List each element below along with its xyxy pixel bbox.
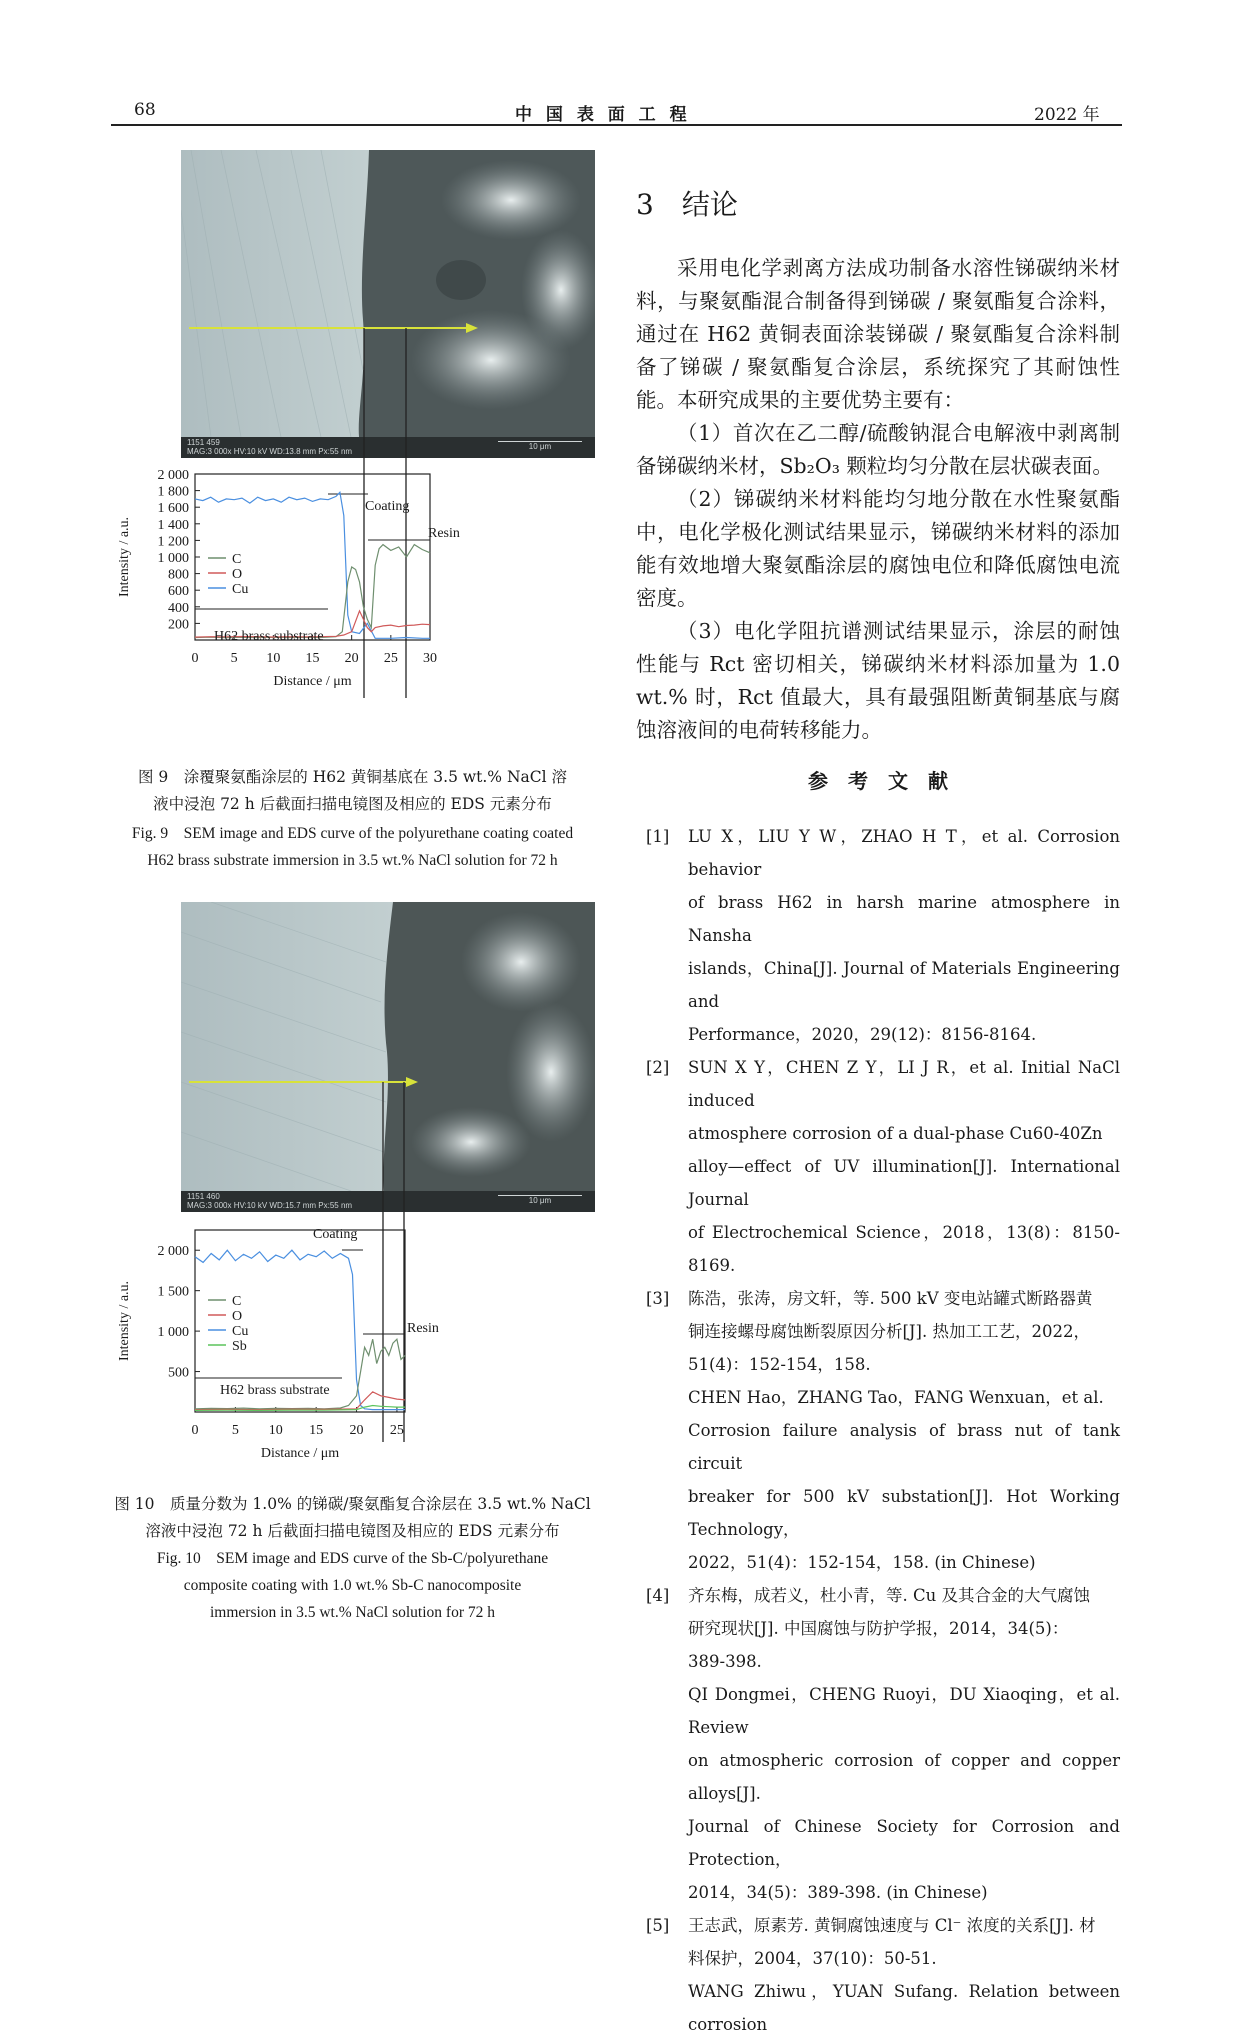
resin-label: Resin	[428, 526, 460, 541]
sem-label-id: 1151 460	[187, 1192, 220, 1201]
page-number: 68	[134, 100, 156, 120]
y-tick-label: 2 000	[157, 468, 189, 483]
y-tick-label: 1 600	[157, 501, 189, 517]
y-axis-label: Intensity / a.u.	[117, 516, 132, 598]
conclusion-paragraph: （3）电化学阻抗谱测试结果显示，涂层的耐蚀性能与 Rct 密切相关，锑碳纳米材料添加量为 1.0 wt.% 时，Rct 值最大，具有最强阻断黄铜基底与腐蚀溶液间的电荷转移能力。	[636, 619, 1120, 742]
legend-label-cu: Cu	[232, 582, 249, 597]
conclusion-paragraph: 采用电化学剥离方法成功制备水溶性锑碳纳米材料，与聚氨酯混合制备得到锑碳 / 聚氨酯复合涂料，通过在 H62 黄铜表面涂装锑碳 / 聚氨酯复合涂料制备了锑碳 / 聚氨酯复合涂层，系统探究了其耐蚀性能。本研究成果的主要优势主要有：	[636, 256, 1120, 412]
y-axis-label: Intensity / a.u.	[117, 1280, 132, 1362]
conclusion-paragraph: （1）首次在乙二醇/硫酸钠混合电解液中剥离制备锑碳纳米材，Sb₂O₃ 颗粒均匀分散在层状碳表面。	[636, 421, 1120, 478]
legend-label-c: C	[232, 552, 242, 567]
y-tick-label: 1 000	[157, 1325, 189, 1341]
series-line-c	[195, 545, 430, 638]
legend-label-cu: Cu	[232, 1324, 249, 1339]
figure10-caption-cn: 图 10 质量分数为 1.0% 的锑碳/聚氨酯复合涂层在 3.5 wt.% NaCl 溶液中浸泡 72 h 后截面扫描电镜图及相应的 EDS 元素分布	[114, 1495, 591, 1540]
substrate-label: H62 brass substrate	[214, 629, 324, 644]
y-tick-label: 2 000	[157, 1244, 189, 1260]
y-tick-label: 1 800	[157, 484, 189, 500]
x-axis-label: Distance / μm	[273, 674, 352, 689]
x-tick-label: 20	[344, 651, 359, 666]
x-tick-label: 10	[268, 1423, 283, 1438]
reference-item: [3] 陈浩，张涛，房文轩，等. 500 kV 变电站罐式断路器黄 铜连接螺母腐蚀断裂原因分析[J]. 热加工工艺，2022， 51(4)：152-154，158. CHEN Hao，ZHANG Tao，FANG Wenxuan，et al. Corrosion failure analysis of brass nut of tank circuit breaker for 500 kV substation[J]. Hot Working Technology， 2022，51(4)：152-154，158. (in Chinese)	[646, 1289, 1120, 1572]
substrate-label: H62 brass substrate	[220, 1383, 330, 1398]
section-heading: 3 结论	[636, 188, 738, 221]
sem-scale-bar: 10 μm	[498, 441, 582, 451]
figure9-eds-chart	[110, 460, 500, 735]
sem-label-params: MAG:3 000x HV:10 kV WD:15.7 mm Px:55 nm	[187, 1201, 353, 1210]
x-tick-label: 0	[191, 651, 199, 666]
legend-label-o: O	[232, 1309, 243, 1324]
reference-item: [1] LU X，LIU Y W，ZHAO H T，et al. Corrosion behavior of brass H62 in harsh marine atmosphere in Nansha islands，China[J]. Journal of Materials Engineering and Performance，2020，29(12)：8156-8164.	[646, 827, 1120, 1044]
coating-label: Coating	[365, 499, 410, 514]
y-tick-label: 200	[168, 617, 189, 633]
x-tick-label: 10	[266, 651, 281, 666]
conclusion-text	[636, 252, 1120, 747]
coating-label: Coating	[313, 1227, 358, 1242]
x-tick-label: 25	[383, 651, 398, 666]
legend-label-o: O	[232, 567, 243, 582]
reference-item: [2] SUN X Y，CHEN Z Y，LI J R，et al. Initial NaCl induced atmosphere corrosion of a dual-phase Cu60-40Zn alloy—effect of UV illumination[J]. International Journal of Electrochemical Science，2018，13(8)：8150-8169.	[646, 1058, 1120, 1275]
x-axis-label: Distance / μm	[260, 1446, 340, 1461]
resin-label: Resin	[407, 1321, 439, 1336]
y-tick-label: 600	[168, 584, 189, 600]
y-tick-label: 1 200	[157, 534, 189, 550]
sem-label-id: 1151 459	[187, 438, 220, 447]
issue-year: 2022 年	[1034, 105, 1100, 125]
y-tick-label: 800	[168, 567, 189, 583]
x-tick-label: 5	[231, 1423, 239, 1438]
figure10-eds-chart	[110, 1222, 470, 1484]
y-tick-label: 1 000	[157, 551, 189, 566]
reference-list	[646, 820, 1120, 2041]
x-tick-label: 20	[349, 1423, 364, 1438]
x-tick-label: 15	[305, 651, 320, 666]
reference-item: [5] 王志武，原素芳. 黄铜腐蚀速度与 Cl⁻ 浓度的关系[J]. 材 料保护，2004，37(10)：50-51. WANG Zhiwu，YUAN Sufang. Relation between corrosion	[646, 1916, 1120, 2034]
figure9-caption-en: Fig. 9 SEM image and EDS curve of the polyurethane coating coated H62 brass substrate immersion in 3.5 wt.% NaCl solution for 72 h	[131, 825, 574, 869]
y-tick-label: 1 400	[157, 517, 189, 533]
figure9-caption-cn: 图 9 涂覆聚氨酯涂层的 H62 黄铜基底在 3.5 wt.% NaCl 溶 液中浸泡 72 h 后截面扫描电镜图及相应的 EDS 元素分布	[137, 768, 567, 813]
reference-item: [4] 齐东梅，成若义，杜小青，等. Cu 及其合金的大气腐蚀 研究现状[J]. 中国腐蚀与防护学报，2014，34(5)： 389-398. QI Dongmei，CHENG Ruoyi，DU Xiaoqing，et al. Review on atmospheric corrosion of copper and copper alloys[J]. Journal of Chinese Society for Corrosion and Protection， 2014，34(5)：389-398. (in Chinese)	[646, 1586, 1120, 1902]
legend-label-sb: Sb	[232, 1339, 247, 1354]
y-tick-label: 500	[168, 1365, 189, 1381]
x-tick-label: 15	[309, 1423, 324, 1438]
conclusion-paragraph: （2）锑碳纳米材料能均匀地分散在水性聚氨酯中，电化学极化测试结果显示，锑碳纳米材料的添加能有效地增大聚氨酯涂层的腐蚀电位和降低腐蚀电流密度。	[636, 487, 1120, 610]
y-tick-label: 400	[168, 600, 189, 616]
legend-label-c: C	[232, 1294, 242, 1309]
references-heading: 参 考 文 献	[808, 769, 948, 793]
journal-title: 中 国 表 面 工 程	[515, 105, 691, 125]
sem-scale-bar: 10 μm	[498, 1195, 582, 1205]
header-rule	[111, 124, 1122, 126]
x-tick-label: 25	[389, 1423, 404, 1438]
x-tick-label: 30	[423, 651, 437, 666]
y-tick-label: 1 500	[157, 1284, 189, 1300]
x-tick-label: 5	[230, 651, 238, 666]
sem-label-params: MAG:3 000x HV:10 kV WD:13.8 mm Px:55 nm	[187, 447, 353, 456]
x-tick-label: 0	[191, 1423, 199, 1438]
figure10-caption-en: Fig. 10 SEM image and EDS curve of the Sb-C/polyurethane composite coating with 1.0 wt.% Sb-C nanocomposite immersion in 3.5 wt.% NaCl solution for 72 h	[156, 1550, 549, 1621]
